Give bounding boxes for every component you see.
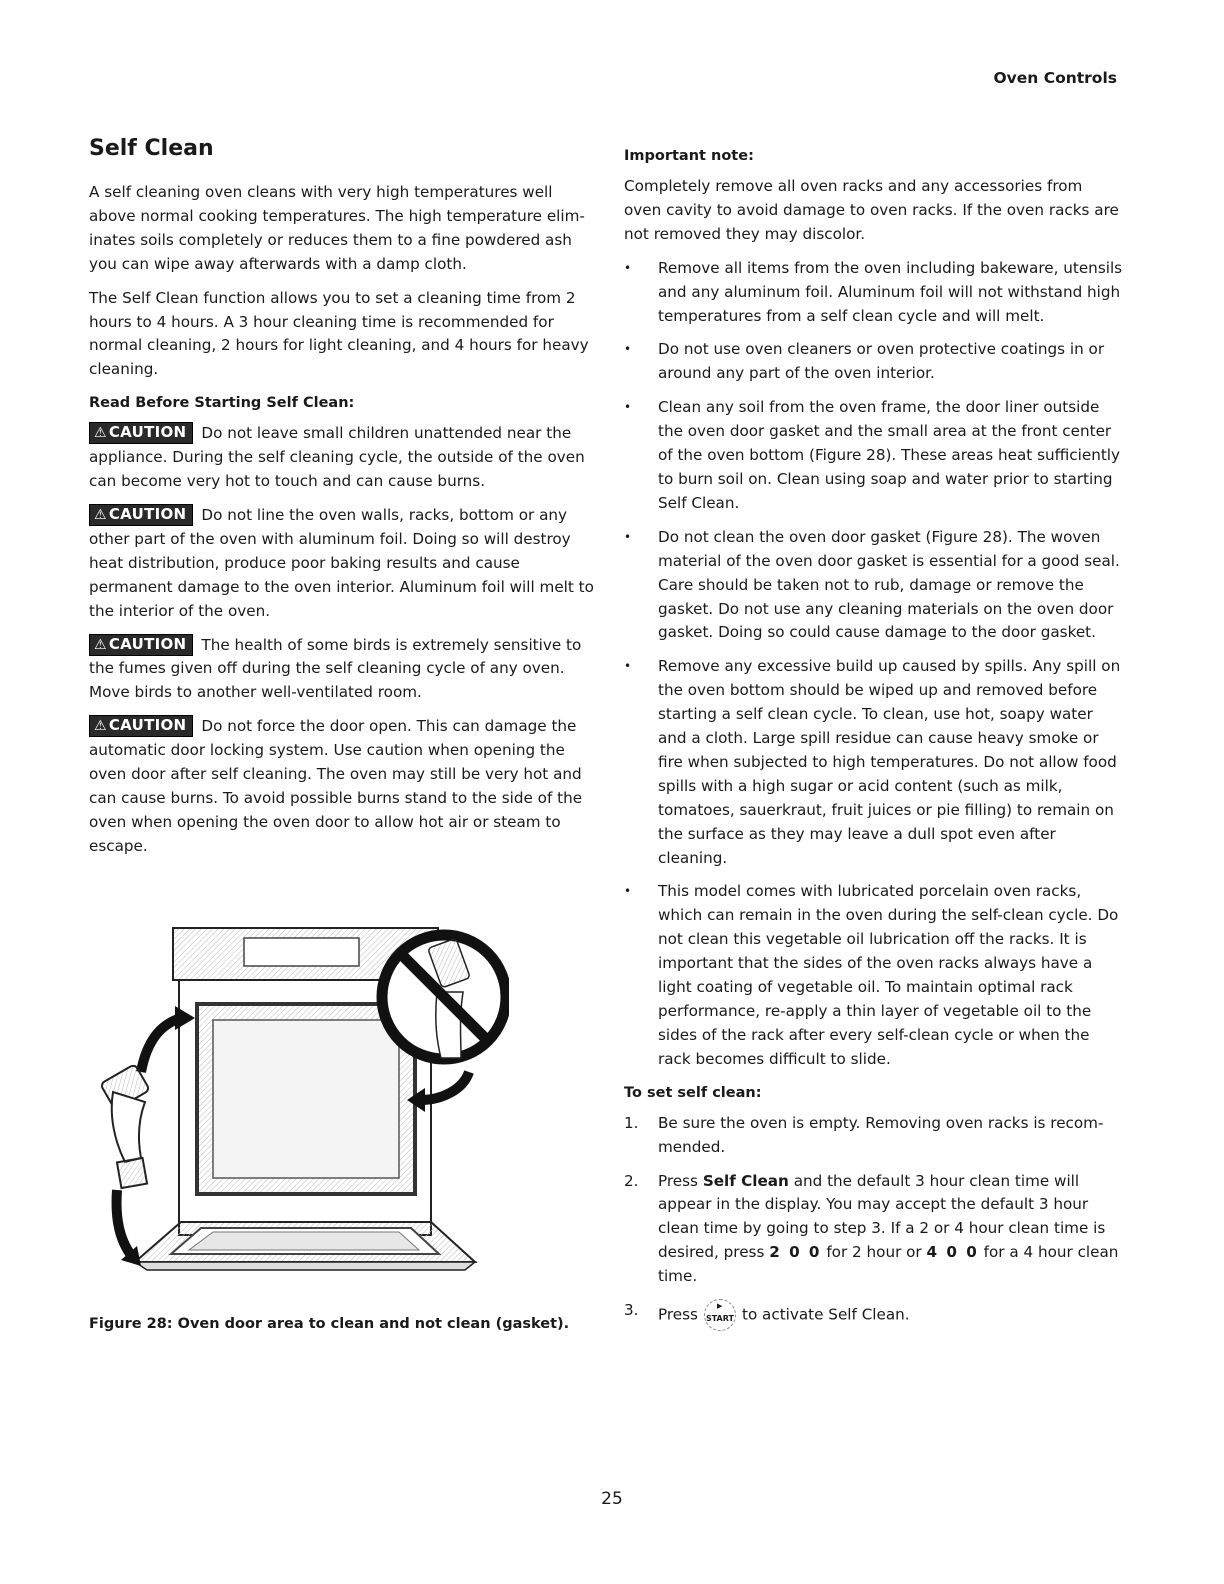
time-paragraph: The Self Clean function allows you to set a cleaning time from 2 hours to 4 hours. A 3 hour cleaning time is recommended for normal cleaning, 2 hours for light cleaning, and 4 hours for heavy cleaning. xyxy=(89,288,589,379)
list-item: • Clean any soil from the oven frame, the door liner outside the oven door gasket and the small area at the front center of the oven bottom (Figure 28). These areas heat sufficiently to burn soil on. Clean using soap and water prior to starting Self Clean. xyxy=(624,396,1124,516)
page-number: 25 xyxy=(601,1489,623,1509)
precaution-list xyxy=(624,257,1124,1072)
caution-block xyxy=(89,715,599,858)
list-item: • Remove any excessive build up caused by spills. Any spill on the oven bottom should be wiped up and removed before starting a self clean cycle. To clean, use hot, soapy water and a cloth. Large spill residue can cause heavy smoke or fire when subjected to high temperatures. Do not allow food spills with a high sugar or acid content (such as milk, tomatoes, sauerkraut, fruit juices or pie filling) to remain on the surface as they may leave a dull spot even after cleaning. xyxy=(624,655,1124,870)
page-title: Self Clean xyxy=(89,136,214,161)
step-text: Be sure the oven is empty. Removing oven racks is recom-mended. xyxy=(658,1113,1104,1156)
figure-caption: Figure 28: Oven door area to clean and not clean (gasket). xyxy=(89,1316,570,1332)
caution-text: The health of some birds is extremely sensitive to the fumes given off during the self cleaning cycle of any oven. Move birds to another well-ventilated room. xyxy=(89,635,582,702)
caution-text: Do not line the oven walls, racks, bottom or any other part of the oven with aluminum foil. Doing so will destroy heat distribution, produce poor baking results and cause permanent damage to the oven interior. Aluminum foil will melt to the interior of the oven. xyxy=(89,505,594,620)
caution-block xyxy=(89,422,599,494)
step-item xyxy=(624,1170,1124,1290)
warning-icon: ⚠ xyxy=(94,718,107,735)
step-number: 2. xyxy=(624,1171,639,1190)
caution-badge: ⚠ CAUTION xyxy=(89,422,193,444)
step-number: 1. xyxy=(624,1113,639,1132)
warning-icon: ⚠ xyxy=(94,425,107,442)
step-text: to activate Self Clean. xyxy=(741,1305,910,1324)
step-text: Press xyxy=(658,1171,703,1190)
caution-badge: ⚠ CAUTION xyxy=(89,504,193,526)
start-button-icon: ▶ START xyxy=(704,1299,736,1331)
right-column xyxy=(624,145,1124,1341)
warning-icon: ⚠ xyxy=(94,506,107,523)
self-clean-key: Self Clean xyxy=(702,1171,789,1190)
warning-icon: ⚠ xyxy=(94,636,107,653)
list-item: • Do not clean the oven door gasket (Figure 28). The woven material of the oven door gasket is essential for a good seal. Care should be taken not to rub, damage or remove the gasket. Do not use any cleaning materials on the oven door gasket. Doing so could cause damage to the door gasket. xyxy=(624,526,1124,646)
no-sign-icon xyxy=(382,935,506,1059)
key-sequence: 2 0 0 xyxy=(769,1243,822,1262)
step-text: and the default 3 hour clean time will appear in the display. You may accept the default 3 hour clean time by going to step 3. If a 2 or 4 hour clean time is desired, press xyxy=(658,1171,1106,1262)
step-text: for a 4 hour clean time. xyxy=(658,1243,1119,1286)
caution-block xyxy=(89,504,599,624)
caution-block xyxy=(89,634,599,706)
section-header: Oven Controls xyxy=(993,69,1117,87)
list-item: • Remove all items from the oven including bakeware, utensils and any aluminum foil. Aluminum foil will not withstand high temperatures from a self clean cycle and will melt. xyxy=(624,257,1124,329)
oven-illustration xyxy=(89,922,509,1302)
list-item: • Do not use oven cleaners or oven protective coatings in or around any part of the oven interior. xyxy=(624,338,1124,386)
intro-paragraph: A self cleaning oven cleans with very high temperatures well above normal cooking temperatures. The high temperature elim-inates soils completely or reduces them to a fine powdered ash you can wipe away afterwards with a damp cloth. xyxy=(89,183,585,273)
list-item: • This model comes with lubricated porcelain oven racks, which can remain in the oven during the self-clean cycle. Do not clean this vegetable oil lubrication off the racks. It is important that the sides of the oven racks always have a light coating of vegetable oil. To maintain optimal rack performance, re-apply a thin layer of vegetable oil to the sides of the rack after every self-clean cycle or when the rack becomes difficult to slide. xyxy=(624,880,1124,1071)
caution-text: Do not force the door open. This can damage the automatic door locking system. Use caution when opening the oven door after self cleaning. The oven may still be very hot and can cause burns. To avoid possible burns stand to the side of the oven when opening the oven door to allow hot air or steam to escape. xyxy=(89,717,583,855)
caution-badge: ⚠ CAUTION xyxy=(89,715,193,737)
caution-text: Do not leave small children unattended near the appliance. During the self cleaning cycle, the outside of the oven can become very hot to touch and can cause burns. xyxy=(89,424,585,491)
cleaning-hand-icon xyxy=(100,1064,150,1188)
to-set-heading: To set self clean: xyxy=(624,1084,762,1101)
step-text: Press xyxy=(658,1305,698,1324)
clean-arrow-lower xyxy=(117,1190,141,1266)
step-item xyxy=(624,1299,1124,1331)
read-before-heading: Read Before Starting Self Clean: xyxy=(89,395,355,412)
caution-badge: ⚠ CAUTION xyxy=(89,634,193,656)
key-sequence: 4 0 0 xyxy=(926,1243,979,1262)
step-item xyxy=(624,1112,1124,1160)
steps-list xyxy=(624,1112,1124,1331)
step-number: 3. xyxy=(624,1301,639,1320)
step-text: for 2 hour or xyxy=(821,1243,927,1262)
oven-door xyxy=(135,1222,475,1270)
important-note-heading: Important note: xyxy=(624,148,754,164)
important-note-text: Completely remove all oven racks and any accessories from oven cavity to avoid damage to oven racks. If the oven racks are not removed they may discolor. xyxy=(624,177,1119,243)
left-column xyxy=(89,136,599,869)
